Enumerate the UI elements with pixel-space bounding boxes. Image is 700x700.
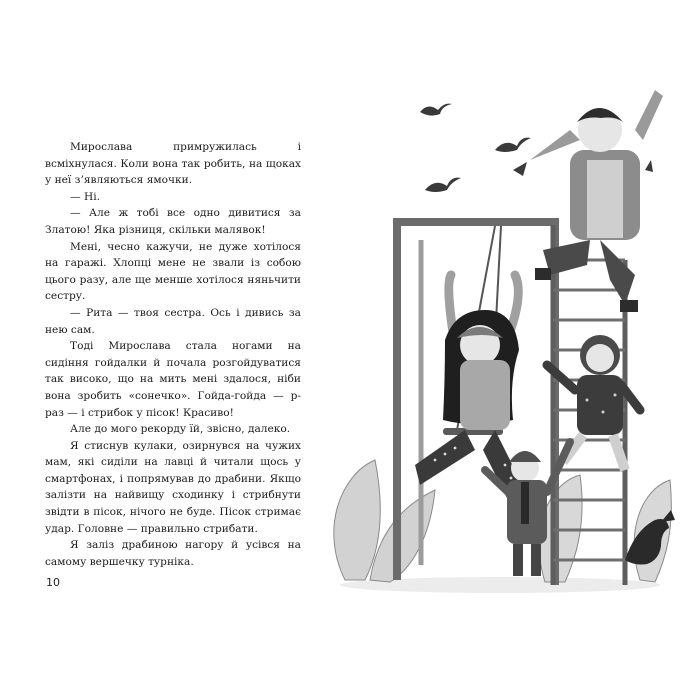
paragraph: Я стиснув кулаки, озирнувся на чужих мам, які сиділи на лавці й читали щось у смартфонах, і попрямував до драбини. Якщо залізти на найвищу сходинку і стрибнути звідти в пісок, нічого не буде. Пісок стримає удар. Головне — правильно стрибати. — [45, 439, 301, 535]
girl-on-swing — [415, 275, 525, 498]
paragraph: — Але ж тобі все одно дивитися за Златою! Яка різниця, скільки малявок! — [45, 207, 301, 236]
paragraph: Але до мого рекорду їй, звісно, далеко. — [70, 423, 291, 436]
paragraph: Мирослава примружилась і всміхнулася. Коли вона так робить, на щоках у неї з’являються ямочки. — [45, 141, 301, 187]
main-text — [45, 139, 301, 570]
paragraph: — Рита — твоя сестра. Ось і дивись за нею сам. — [45, 306, 301, 336]
playground-illustration — [325, 90, 685, 600]
paragraph: — Ні. — [70, 190, 100, 203]
paragraph: Я заліз драбиною нагору й усівся на самому вершечку турніка. — [45, 539, 301, 568]
boy-on-top — [530, 90, 663, 312]
paragraph: Тоді Мирослава стала ногами на сидіння гойдалки й почала розгойдуватися так високо, що на мить мені здалося, ніби вона зробить «сонечко». Гойда-гойда — р-раз — і стрибок у пісок! Красиво! — [45, 340, 301, 419]
page-number: 10 — [46, 576, 60, 589]
paragraph: Мені, чесно кажучи, не дуже хотілося на гаражі. Хлопці мене не звали із собою цього разу, але ще менше хотілося няньчити сестру. — [45, 240, 301, 303]
